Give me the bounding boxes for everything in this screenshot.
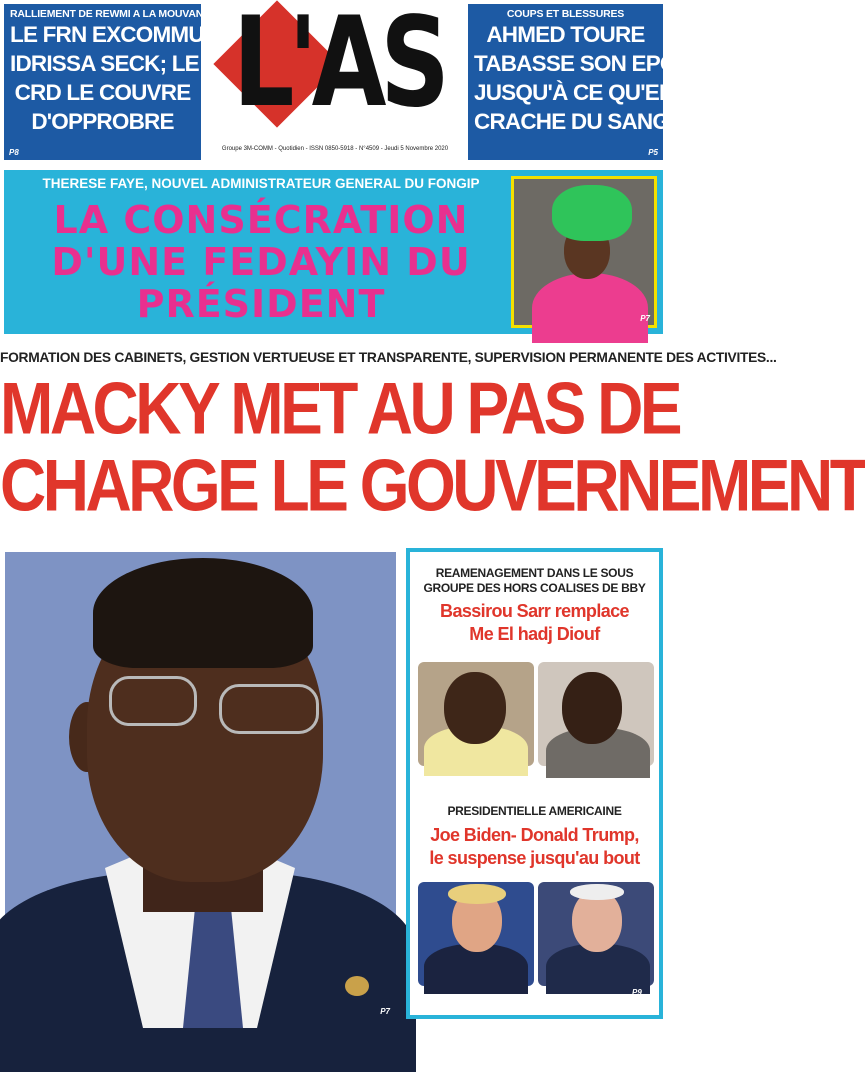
sidebar-story1-headline[interactable]: Me El hadj Diouf <box>469 624 600 644</box>
publication-info: Groupe 3M-COMM - Quotidien - ISSN 0850-5918 - N°4509 - Jeudi 5 Novembre 2020 <box>221 146 449 152</box>
photo-hair <box>448 884 506 904</box>
feature-banner[interactable] <box>4 170 663 334</box>
banner-headline-line: LA CONSÉCRATION <box>53 198 469 242</box>
photo-hair <box>93 558 313 668</box>
top-right-headline-line: TABASSE SON EPOUSE <box>474 51 721 76</box>
sidebar-story2-kicker: PRESIDENTIELLE AMERICAINE <box>447 804 622 818</box>
top-left-headline-line: IDRISSA SECK; LE <box>10 51 199 76</box>
top-left-headline-line: CRD LE COUVRE <box>14 80 191 105</box>
photo-hair <box>570 884 624 900</box>
page-reference: P8 <box>9 148 19 157</box>
banner-kicker: THERESE FAYE, NOUVEL ADMINISTRATEUR GENERAL DU FONGIP <box>42 176 480 191</box>
banner-portrait-photo <box>511 176 657 328</box>
sidebar-story2-photo-right <box>538 882 654 986</box>
main-kicker: FORMATION DES CABINETS, GESTION VERTUEUSE ET TRANSPARENTE, SUPERVISION PERMANENTE DES ACTIVITES... <box>0 350 777 365</box>
top-right-headline-line: JUSQU'À CE QU'ELLE <box>474 80 700 105</box>
newspaper-logo: L'AS <box>232 0 444 135</box>
photo-face <box>562 672 622 744</box>
photo-face <box>444 672 506 744</box>
top-left-story[interactable] <box>4 4 239 160</box>
sidebar-story2-photo-left <box>418 882 534 986</box>
sidebar-story1-photo-left <box>418 662 534 766</box>
top-right-kicker: COUPS ET BLESSURES <box>506 8 625 20</box>
sidebar-story1-photo-right <box>538 662 654 766</box>
page-reference: P7 <box>640 314 650 323</box>
top-right-headline-line: CRACHE DU SANG <box>474 109 670 134</box>
photo-glasses-lens <box>109 676 197 726</box>
sidebar-story1-headline[interactable]: Bassirou Sarr remplace <box>440 601 629 621</box>
top-left-kicker: RALLIEMENT DE REWMI A LA MOUVANCE <box>10 8 218 20</box>
top-right-headline-line: AHMED TOURE <box>486 22 645 47</box>
top-left-headline-line: LE FRN EXCOMMUNIE <box>10 22 239 47</box>
page-reference: P5 <box>648 148 658 157</box>
banner-headline-line: D'UNE FEDAYIN DU <box>51 240 471 284</box>
photo-glasses-lens <box>219 684 319 734</box>
main-headline-line[interactable]: CHARGE LE GOUVERNEMENT <box>0 443 865 527</box>
banner-headline-line: PRÉSIDENT <box>136 282 386 326</box>
sidebar-stories <box>406 548 663 1019</box>
page-reference: P5 <box>632 784 642 793</box>
sidebar-story2-headline[interactable]: le suspense jusqu'au bout <box>429 848 640 868</box>
masthead <box>204 0 466 160</box>
top-left-headline-line: D'OPPROBRE <box>31 109 174 134</box>
sidebar-story1-kicker: REAMENAGEMENT DANS LE SOUS <box>435 566 634 580</box>
main-portrait-photo <box>5 552 396 1019</box>
sidebar-story1-kicker: GROUPE DES HORS COALISES DE BBY <box>423 581 646 595</box>
top-right-story[interactable] <box>468 4 721 160</box>
sidebar-story2-headline[interactable]: Joe Biden- Donald Trump, <box>430 825 639 845</box>
photo-lapel-pin <box>345 976 369 996</box>
page-reference: P9 <box>632 988 642 997</box>
portrait-headwrap <box>552 185 632 241</box>
main-headline-line[interactable]: MACKY MET AU PAS DE <box>0 366 680 450</box>
portrait-garment <box>532 273 648 343</box>
page-reference: P7 <box>380 1007 390 1016</box>
